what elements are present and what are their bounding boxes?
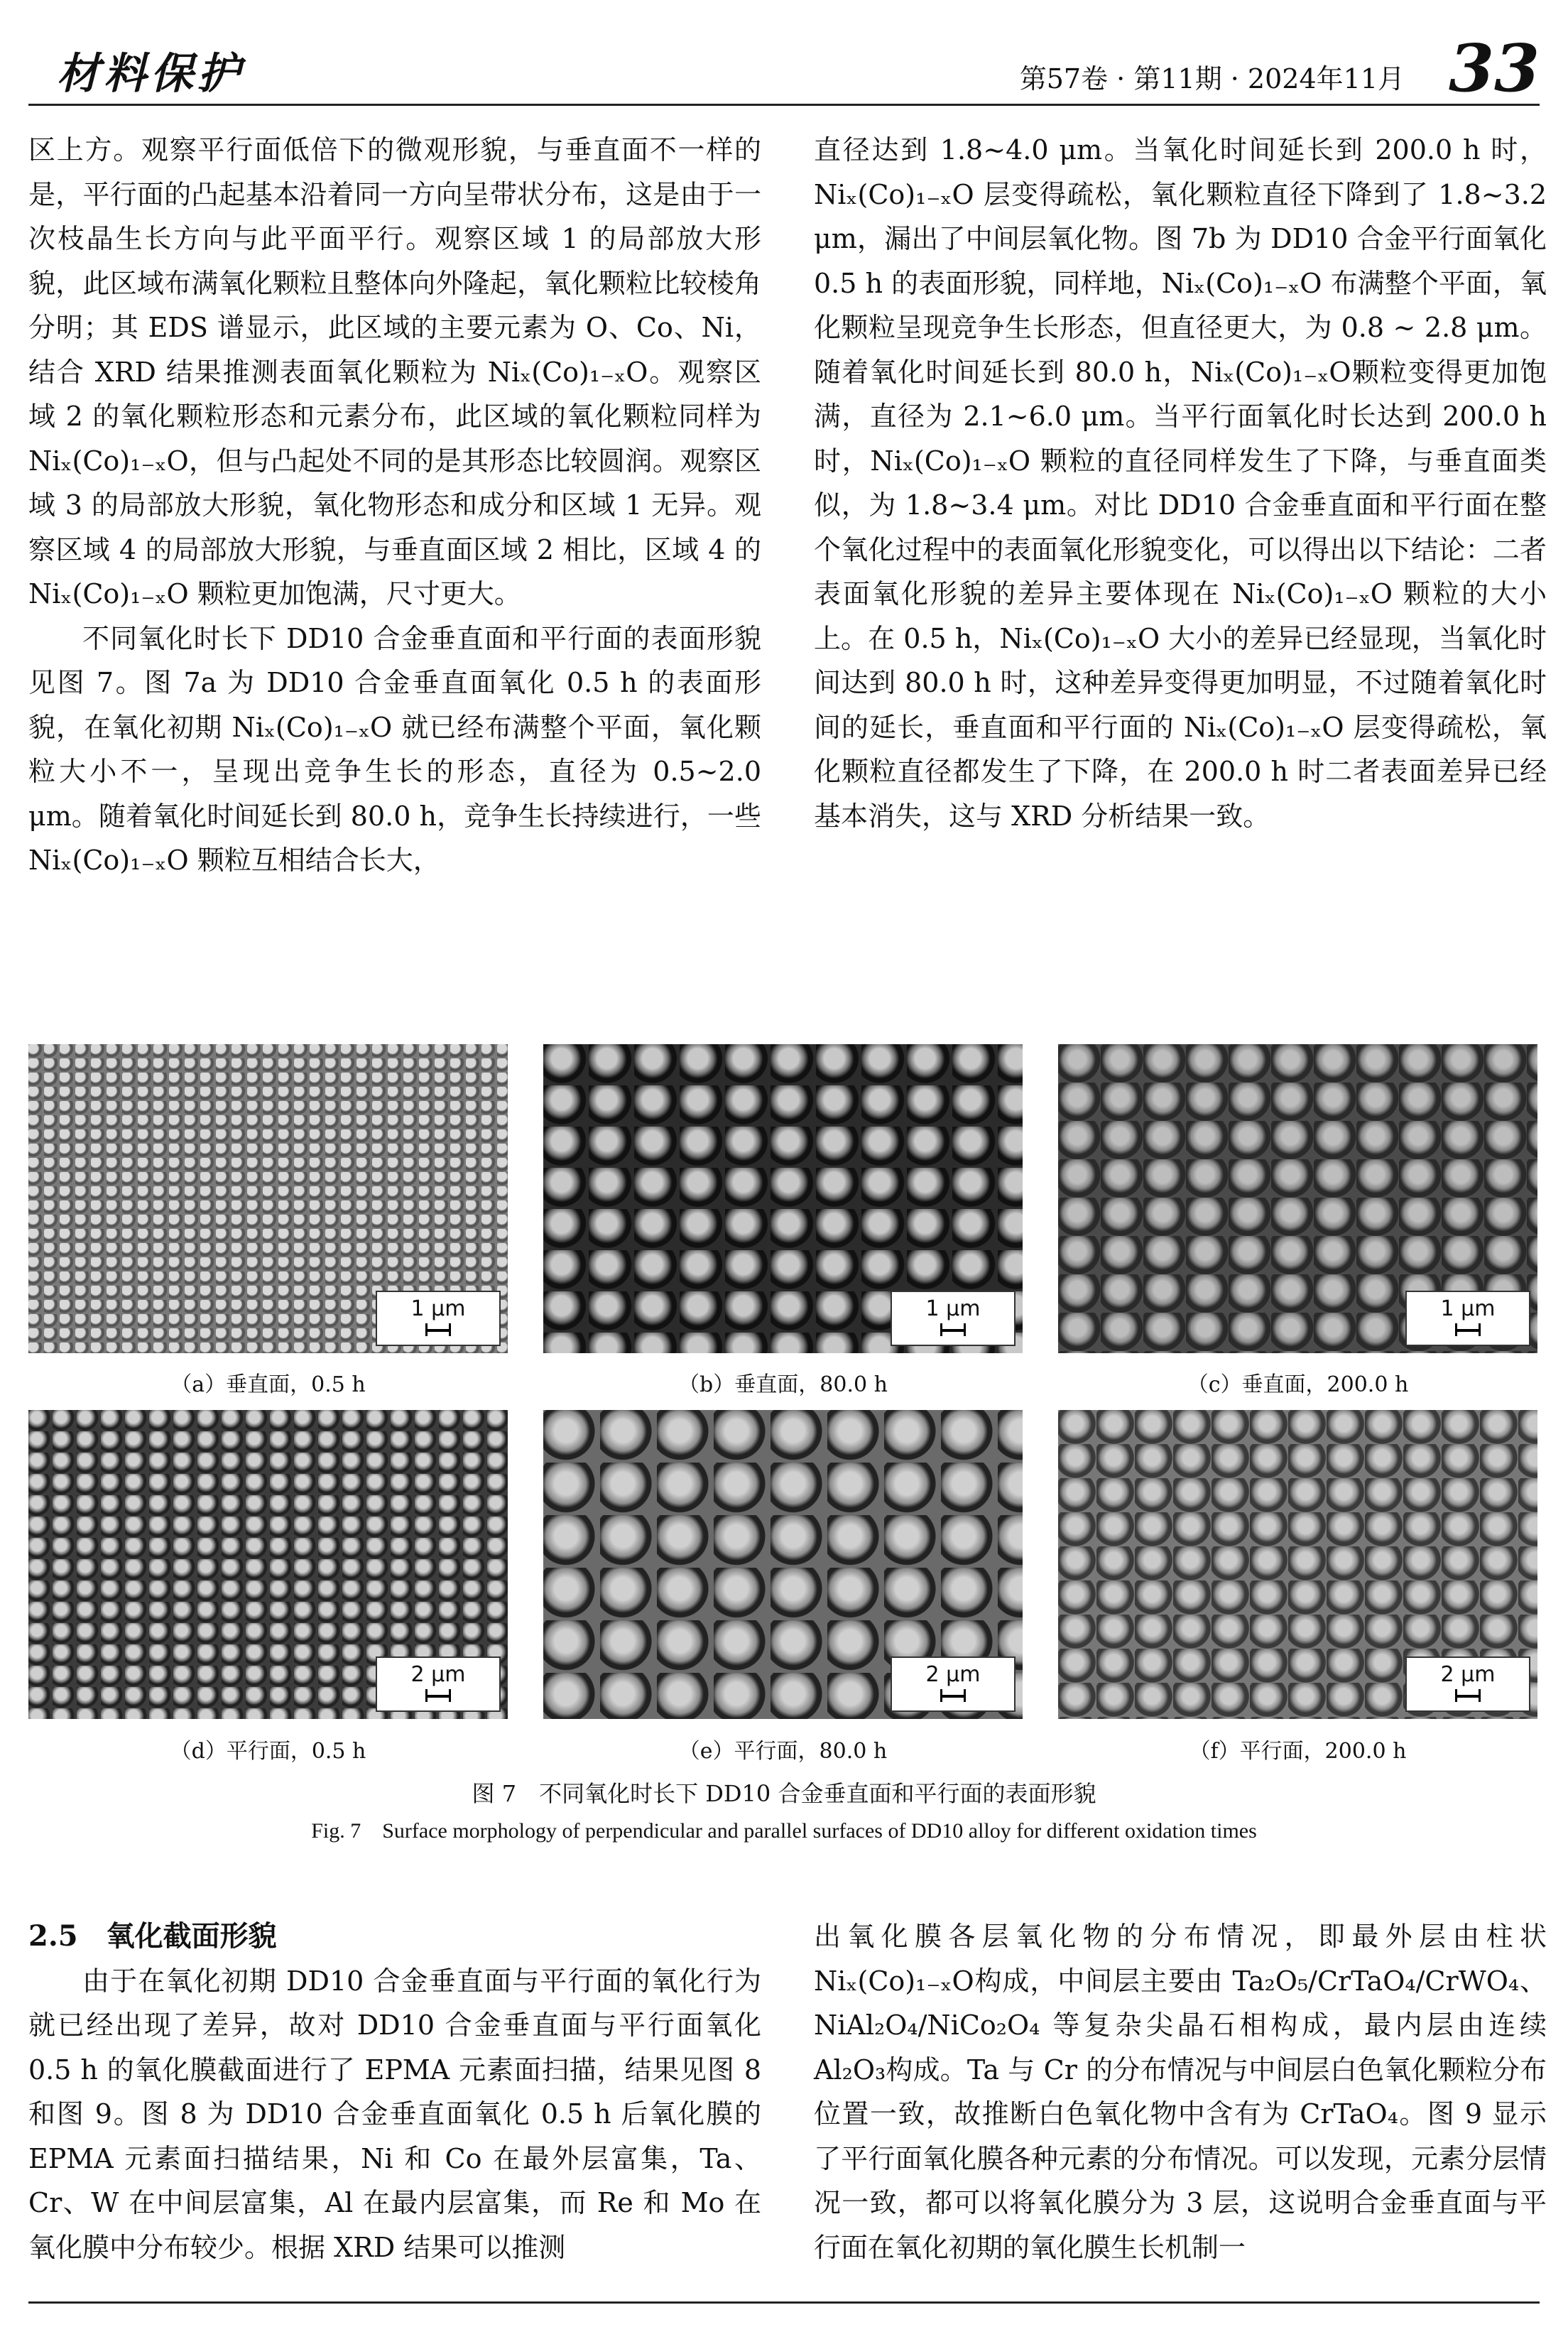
scale-bar: 1 μm [891, 1291, 1016, 1346]
sem-image-d [28, 1410, 508, 1719]
journal-name: 材料保护 [57, 49, 244, 99]
figure-caption: （f）平行面，200.0 h [1189, 1739, 1407, 1764]
paragraph: 区上方。观察平行面低倍下的微观形貌，与垂直面不一样的是，平行面的凸起基本沿着同一方向呈带状分布，这是由于一次枝晶生长方向与此平面平行。观察区域 1 的局部放大形貌，此区域布满氧化颗粒且整体向外隆起，氧化颗粒比较棱角分明；其 EDS 谱显示，此区域的主要元素为 O、Co、Ni，结合 XRD 结果推测表面氧化颗粒为 Niₓ(Co)₁₋ₓO。观察区域 2 的氧化颗粒形态和元素分布，此区域的氧化颗粒同样为 Niₓ(Co)₁₋ₓO，但与凸起处不同的是其形态比较圆润。观察区域 3 的局部放大形貌，氧化物形态和成分和区域 1 无异。观察区域 4 的局部放大形貌，与垂直面区域 2 相比，区域 4 的 Niₓ(Co)₁₋ₓO 颗粒更加饱满，尺寸更大。 [28, 134, 761, 609]
paragraph: 由于在氧化初期 DD10 合金垂直面与平行面的氧化行为就已经出现了差异，故对 DD10 合金垂直面与平行面氧化 0.5 h 的氧化膜截面进行了 EPMA 元素面扫描，结果见图 8 和图 9。图 8 为 DD10 合金垂直面氧化 0.5 h 后氧化膜的 EPMA 元素面扫描结果，Ni 和 Co 在最外层富集，Ta、Cr、W 在中间层富集，Al 在最内层富集，而 Re 和 Mo 在氧化膜中分布较少。根据 XRD 结果可以推测 [28, 1965, 761, 2263]
paragraph: 直径达到 1.8~4.0 μm。当氧化时间延长到 200.0 h 时，Niₓ(Co)₁₋ₓO 层变得疏松，氧化颗粒直径下降到了 1.8~3.2 μm，漏出了中间层氧化物。图 7b 为 DD10 合金平行面氧化 0.5 h 的表面形貌，同样地，Niₓ(Co)₁₋ₓO 布满整个平面，氧化颗粒呈现竞争生长形态，但直径更大，为 0.8 ~ 2.8 μm。随着氧化时间延长到 80.0 h，Niₓ(Co)₁₋ₓO颗粒变得更加饱满，直径为 2.1~6.0 μm。当平行面氧化时长达到 200.0 h 时，Niₓ(Co)₁₋ₓO 颗粒的直径同样发生了下降，与垂直面类似，为 1.8~3.4 μm。对比 DD10 合金垂直面和平行面在整个氧化过程中的表面氧化形貌变化，可以得出以下结论：二者表面氧化形貌的差异主要体现在 Niₓ(Co)₁₋ₓO 颗粒的大小上。在 0.5 h，Niₓ(Co)₁₋ₓO 大小的差异已经显现，当氧化时间达到 80.0 h 时，这种差异变得更加明显，不过随着氧化时间的延长，垂直面和平行面的 Niₓ(Co)₁₋ₓO 层变得疏松，氧化颗粒直径都发生了下降，在 200.0 h 时二者表面差异已经基本消失，这与 XRD 分析结果一致。 [814, 134, 1547, 832]
footer-rule [28, 2301, 1540, 2304]
column-right-top [814, 128, 1547, 838]
scale-bar: 2 μm [891, 1656, 1016, 1712]
figure-caption: （c）垂直面，200.0 h [1187, 1372, 1409, 1397]
figure-caption: （e）平行面，80.0 h [678, 1739, 888, 1764]
sem-image-f [1058, 1410, 1537, 1719]
issue-info: 第57卷 · 第11期 · 2024年11月 [1019, 63, 1405, 94]
paragraph: 出氧化膜各层氧化物的分布情况，即最外层由柱状 Niₓ(Co)₁₋ₓO构成，中间层主要由 Ta₂O₅/CrTaO₄/CrWO₄、NiAl₂O₄/NiCo₂O₄ 等复杂尖晶石相构成，最内层由连续 Al₂O₃构成。Ta 与 Cr 的分布情况与中间层白色氧化颗粒分布位置一致，故推断白色氧化物中含有为 CrTaO₄。图 9 显示了平行面氧化膜各种元素的分布情况。可以发现，元素分层情况一致，都可以将氧化膜分为 3 层，这说明合金垂直面与平行面在氧化初期的氧化膜生长机制一 [814, 1921, 1547, 2263]
sem-image-a [28, 1044, 508, 1353]
sem-image-c [1058, 1044, 1537, 1353]
paragraph: 不同氧化时长下 DD10 合金垂直面和平行面的表面形貌见图 7。图 7a 为 DD10 合金垂直面氧化 0.5 h 的表面形貌，在氧化初期 Niₓ(Co)₁₋ₓO 就已经布满整个平面，氧化颗粒大小不一，呈现出竞争生长的形态，直径为 0.5~2.0 μm。随着氧化时间延长到 80.0 h，竞争生长持续进行，一些 Niₓ(Co)₁₋ₓO 颗粒互相结合长大， [28, 622, 761, 876]
section-heading: 2.5 氧化截面形貌 [28, 1919, 277, 1953]
figure-title-en: Fig. 7 Surface morphology of perpendicular and parallel surfaces of DD10 alloy for different oxidation times [311, 1819, 1257, 1843]
scale-bar: 2 μm [1405, 1656, 1530, 1712]
page-number: 33 [1448, 30, 1540, 107]
scale-bar: 2 μm [376, 1656, 501, 1712]
sem-image-b [543, 1044, 1023, 1353]
figure-caption: （d）平行面，0.5 h [170, 1739, 366, 1764]
figure-title: 图 7 不同氧化时长下 DD10 合金垂直面和平行面的表面形貌 [472, 1780, 1096, 1807]
scale-bar: 1 μm [1405, 1291, 1530, 1346]
column-right-bottom [814, 1914, 1547, 2269]
column-left-top [28, 128, 761, 883]
figure-caption: （b）垂直面，80.0 h [678, 1372, 888, 1397]
page-header [28, 26, 1540, 106]
column-left-bottom [28, 1914, 761, 2269]
sem-image-e [543, 1410, 1023, 1719]
scale-bar: 1 μm [376, 1291, 501, 1346]
figure-caption: （a）垂直面，0.5 h [170, 1372, 366, 1397]
